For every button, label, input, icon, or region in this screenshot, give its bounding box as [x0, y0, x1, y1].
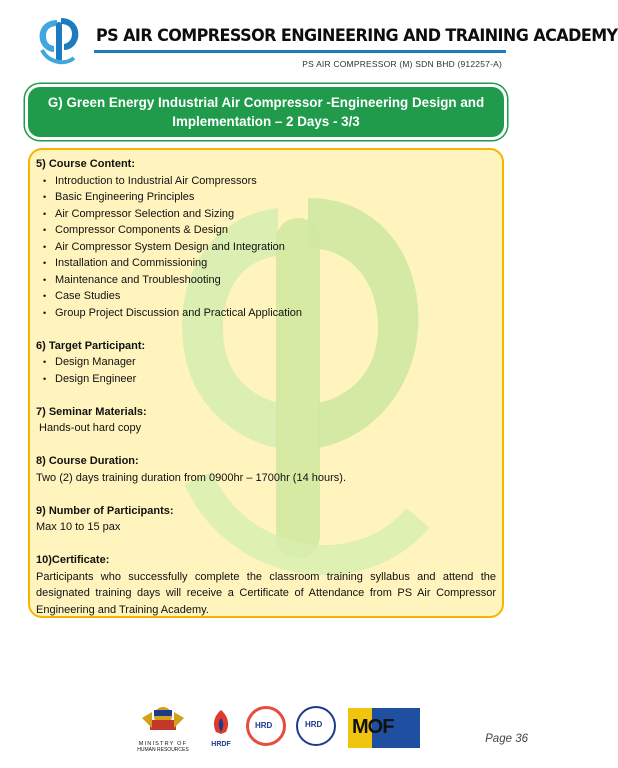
ministry-logo [130, 702, 196, 752]
section-title: 6) Target Participant: [36, 339, 146, 352]
course-title-banner [28, 87, 504, 137]
hrd-corp-badge-2 [296, 706, 336, 746]
section-text: Two (2) days training duration from 0900hr – 1700hr (14 hours). [36, 471, 346, 484]
list-item: • Air Compressor System Design and Integration [36, 239, 496, 256]
header-divider [94, 50, 506, 53]
target-participant-section [36, 338, 496, 388]
ministry-label-2: HUMAN RESOURCES [137, 747, 189, 753]
page-number: Page 36 [485, 733, 528, 745]
hrdf-icon [208, 708, 234, 736]
section-title: 7) Seminar Materials: [36, 405, 147, 418]
hrd-corp-badge-1 [246, 706, 286, 746]
bullet-icon: • [43, 225, 47, 235]
participants-section [36, 503, 496, 536]
list-item: • Design Engineer [36, 371, 496, 388]
section-text: Max 10 to 15 pax [36, 521, 121, 533]
seminar-materials-section [36, 404, 496, 437]
hrdf-logo [208, 708, 234, 752]
company-registration: PS AIR COMPRESSOR (M) SDN BHD (912257-A) [302, 59, 502, 69]
course-details-content [36, 156, 496, 635]
ministry-label-1: MINISTRY OF [138, 741, 188, 747]
course-content-list [36, 173, 496, 322]
target-participant-list [36, 354, 496, 387]
list-item: • Introduction to Industrial Air Compressors [36, 173, 496, 190]
hrd-corp-label-2: HRD [305, 720, 323, 729]
list-item: • Air Compressor Selection and Sizing [36, 206, 496, 223]
list-item: • Design Manager [36, 354, 496, 371]
mof-logo [348, 708, 420, 748]
hrdf-label: HRDF [211, 741, 231, 748]
bullet-icon: • [43, 274, 47, 285]
bullet-icon: • [43, 192, 47, 202]
banner-line-2: Implementation – 2 Days - 3/3 [172, 114, 360, 129]
section-title: 10)Certificate: [36, 554, 110, 566]
bullet-icon: • [43, 241, 47, 252]
hrd-corp-label-1: HRD [255, 721, 273, 730]
list-item: • Case Studies [36, 288, 496, 305]
banner-line-1: G) Green Energy Industrial Air Compressor -Engineering Design and [47, 95, 485, 110]
bullet-icon: • [43, 373, 47, 384]
list-item: • Basic Engineering Principles [36, 189, 496, 206]
section-text: Hands-out hard copy [39, 422, 142, 434]
list-item: • Group Project Discussion and Practical Application [36, 305, 496, 322]
bullet-icon: • [43, 258, 47, 268]
section-title: 5) Course Content: [36, 158, 135, 170]
list-item: • Maintenance and Troubleshooting [36, 272, 496, 289]
bullet-icon: • [43, 175, 47, 186]
accreditation-logos [130, 702, 430, 752]
section-title: 8) Course Duration: [36, 455, 139, 467]
bullet-icon: • [43, 357, 47, 367]
certificate-section [36, 552, 496, 618]
ps-logo-icon [34, 14, 84, 68]
section-text: Participants who successfully complete the classroom training syllabus and attend the designated training days will receive a Certificate of Attendance from PS Air Compressor Engineering and Training Academy. [36, 570, 496, 616]
malaysia-crest-icon [130, 702, 196, 736]
list-item: • Compressor Components & Design [36, 222, 496, 239]
course-duration-section [36, 453, 496, 486]
bullet-icon: • [43, 307, 47, 318]
bullet-icon: • [43, 208, 47, 219]
bullet-icon: • [43, 291, 47, 301]
list-item: • Installation and Commissioning [36, 255, 496, 272]
organization-title: PS AIR COMPRESSOR ENGINEERING AND TRAINING ACADEMY [96, 26, 618, 46]
mof-label: MOF [352, 716, 394, 738]
course-content-section [36, 156, 496, 321]
course-details-box [28, 148, 504, 618]
section-title: 9) Number of Participants: [36, 504, 174, 517]
